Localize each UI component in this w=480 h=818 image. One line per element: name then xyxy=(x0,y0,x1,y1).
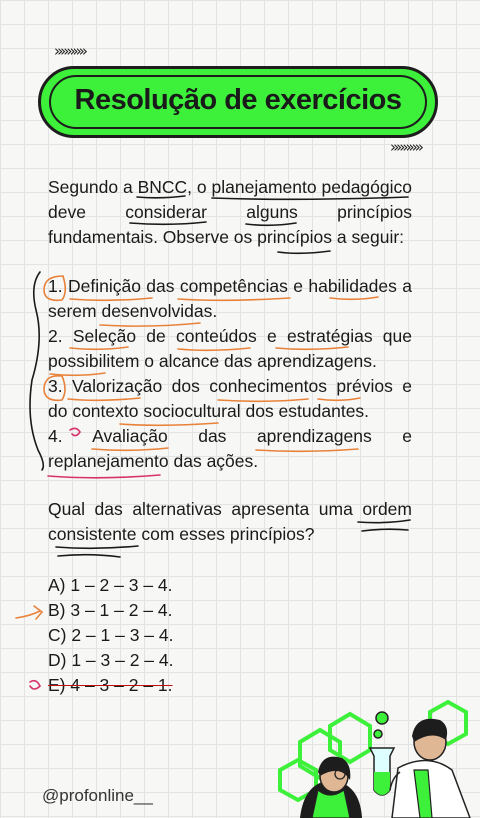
option-e[interactable]: E) 4 – 3 – 2 – 1. xyxy=(48,675,173,695)
option-c[interactable]: C) 2 – 1 – 3 – 4. xyxy=(48,625,174,645)
intro-line-1: Segundo a BNCC, o planejamento pedagógico deve considerar alguns princípios xyxy=(48,177,412,222)
intro-line-2: fundamentais. Observe os princípios a seguir: xyxy=(48,227,405,247)
decorative-arrows-top: »»»»» xyxy=(54,42,85,60)
option-b[interactable]: B) 3 – 1 – 2 – 4. xyxy=(48,600,173,620)
option-d[interactable]: D) 1 – 3 – 2 – 4. xyxy=(48,650,174,670)
option-a[interactable]: A) 1 – 2 – 3 – 4. xyxy=(48,575,173,595)
page-title: Resolução de exercícios xyxy=(74,84,402,116)
principle-item: 2. Seleção de conteúdos e estratégias que possibilitem o alcance das aprendizagens. xyxy=(48,326,412,371)
male-scientist xyxy=(390,719,470,818)
question-text: Qual das alternativas apresenta uma ordem consistente com esses princípios? xyxy=(48,499,412,544)
principle-item: 3. Valorização dos conhecimentos prévios e do contexto sociocultural dos estudantes. xyxy=(48,376,412,421)
decorative-arrows-bottom: »»»»» xyxy=(390,138,421,156)
flask-icon xyxy=(370,712,394,795)
author-handle[interactable]: @profonline__ xyxy=(42,786,153,805)
principle-item: 1. Definição das competências e habilidades a serem desenvolvidas. xyxy=(48,276,412,321)
principle-item: 4. Avaliação das aprendizagens e replanejamento das ações. xyxy=(48,426,412,471)
